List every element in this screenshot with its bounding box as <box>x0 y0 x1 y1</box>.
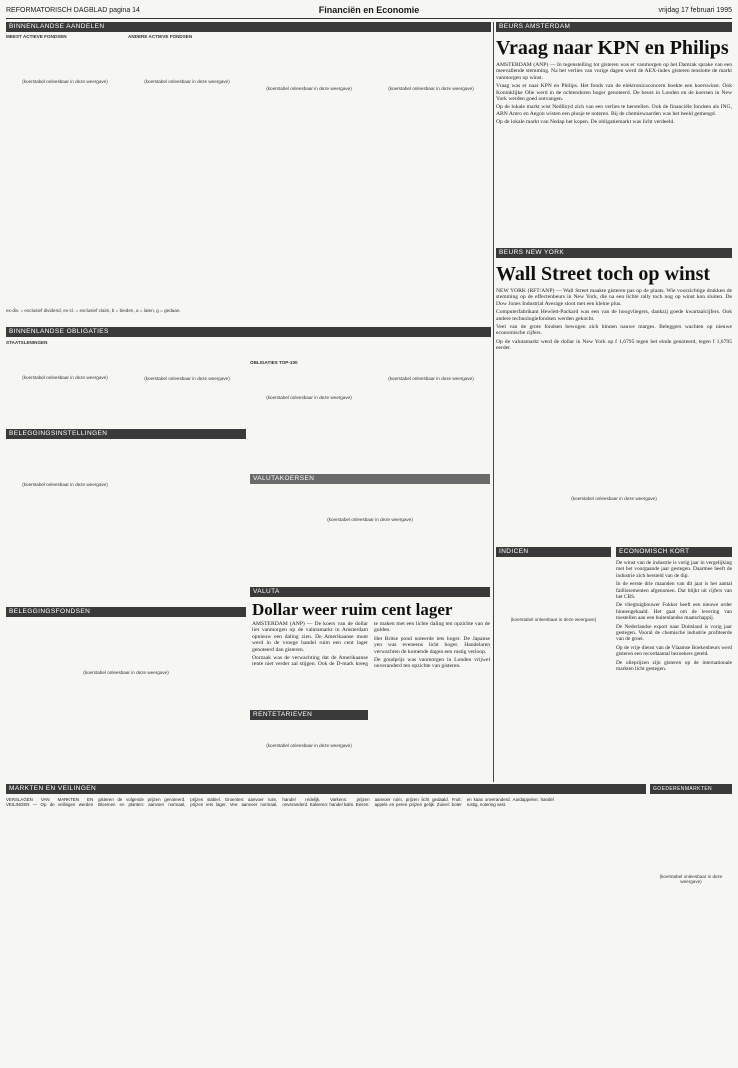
table-placeholder: (koerstabel onleesbaar in deze weergave) <box>266 86 352 91</box>
article-paragraph: AMSTERDAM (ANP) — De koers van de dollar liet vanmorgen op de valutamarkt in Amsterdam opnieuw een daling zien. De Amerikaanse munt werd in de vroege handel ruim een cent lager genoteerd dan gisteren. <box>252 621 368 653</box>
section-obligaties: BINNENLANDSE OBLIGATIES <box>6 327 491 337</box>
table-placeholder: (koerstabel onleesbaar in deze weergave) <box>144 376 230 381</box>
section-beurs-newyork: BEURS NEW YORK <box>496 248 732 258</box>
economisch-kort-body <box>616 560 732 673</box>
table-placeholder: (koerstabel onleesbaar in deze weergave) <box>22 482 108 487</box>
table-placeholder: (koerstabel onleesbaar in deze weergave) <box>22 375 108 381</box>
footnote: ex-div. = exclusief dividend, ex-cl. = exclusief claim, b = bieden, a = laten, g = gedaan. <box>6 308 181 313</box>
column-divider <box>493 22 494 782</box>
table-obligaties-d <box>372 340 490 510</box>
table-placeholder: (koerstabel onleesbaar in deze weergave) <box>144 79 230 85</box>
table-placeholder: (koerstabel onleesbaar in deze weergave) <box>22 79 108 85</box>
meest-actief-title: MEEST ACTIEVE FONDSEN <box>6 34 67 39</box>
table-placeholder: (koerstabel onleesbaar in deze weergave) <box>388 86 474 91</box>
article-paragraph: De vliegtuigbouwer Fokker heeft een nieuwe order binnengehaald. Het gaat om de levering van toestellen aan een buitenlandse maatschappij. <box>616 602 732 622</box>
article-ny-headline: Wall Street toch op winst <box>496 263 711 285</box>
table-placeholder: (koerstabel onleesbaar in deze weergave) <box>266 743 352 748</box>
article-paragraph: Op de lokale markt wist Nedlloyd zich van een verlies te herstellen. Ook de financiële fondsen als ING, ABN Amro en Aegon wisten een plusje te noteren. Bij de chemiewaarden was het beeld gemengd. <box>496 104 732 117</box>
table-placeholder: (koerstabel onleesbaar in deze weergave) <box>388 376 474 381</box>
article-dollar-body <box>252 621 490 670</box>
article-paragraph: Op de lokale markt van Nedap het kopen. De obligatiemarkt was licht verdeeld. <box>496 119 675 126</box>
article-paragraph: De goudprijs was vanmorgen in Londen vrijwel onveranderd ten opzichte van gisteren. <box>374 657 490 670</box>
section-indicen: INDICEN <box>496 547 611 557</box>
andere-actieve-title: ANDERE ACTIEVE FONDSEN <box>128 34 193 39</box>
masthead-date: vrijdag 17 februari 1995 <box>658 7 732 14</box>
article-paragraph: AMSTERDAM (ANP) — In tegenstelling tot gisteren was er vanmorgen op het Damrak sprake van een meevallende stemming. Na het verlies van vorige dagen werd de AEX-index gisteren tenslotte de markt vanmorgen op winst. <box>496 62 732 81</box>
table-rentetarieven <box>250 723 368 783</box>
article-paragraph: NEW YORK (RFT/ANP) — Wall Street maakte gisteren pas op de plaats. Wie voorzichtige drukken de stemming op de effectenbeurs in New York, die na een lichte rally toch nog op winst kon sluiten. De Dow Jones Industrial Average sloot met een kleine plus. <box>496 288 732 307</box>
right-area <box>496 22 732 782</box>
masthead-left: REFORMATORISCH DAGBLAD pagina 14 <box>6 7 140 14</box>
article-ny-body <box>496 288 732 438</box>
article-paragraph: Op de valutamarkt werd de dollar in New York op f 1,6795 tegen het einde genoteerd, tegen f 1,6795 eerder. <box>496 338 732 352</box>
section-markten: MARKTEN EN VEILINGEN <box>6 784 646 794</box>
table-valutakoersen <box>250 487 490 587</box>
table-placeholder: (koerstabel onleesbaar in deze weergave) <box>327 517 413 522</box>
table-andere-actieve <box>128 34 246 324</box>
section-valutakoersen: VALUTAKOERSEN <box>250 474 490 484</box>
article-paragraph: De winst van de industrie is vorig jaar in vergelijking met het voorgaande jaar gestegen. Daarmee heeft de industrie zich hersteld van de dip. <box>616 560 732 579</box>
obligaties-top-title: OBLIGATIES TOP-100 <box>250 360 298 365</box>
article-paragraph: Veel van de grote fondsen bewogen zich binnen nauwe marges. Beleggers wachten op nieuwe economische cijfers. <box>496 324 732 337</box>
section-economisch-kort: ECONOMISCH KORT <box>616 547 732 557</box>
table-obligaties-b <box>128 340 246 510</box>
table-placeholder: (koerstabel onleesbaar in deze weergave) <box>510 617 597 622</box>
article-paragraph: Op de vrije dienst van de Vlaamse Boekenbeurs werd gisteren een recordaantal bezoekers geteld. <box>616 644 732 658</box>
article-dollar <box>252 600 490 708</box>
section-valuta: VALUTA <box>250 587 490 597</box>
section-goederenmarkten: GOEDERENMARKTEN <box>650 784 732 794</box>
table-koersen-a <box>250 34 368 324</box>
table-koersen-b <box>372 34 490 324</box>
goederen-area <box>650 784 732 1062</box>
article-kpn-body <box>496 62 732 242</box>
section-beleggingsfondsen: BELEGGINGSFONDSEN <box>6 607 246 617</box>
article-paragraph: De Nederlandse export naar Duitsland is vorig jaar gestegen. Vooral de chemische industrie profiteerde van de groei. <box>616 623 732 643</box>
table-placeholder: (koerstabel onleesbaar in deze weergave) <box>659 874 723 885</box>
left-area <box>6 22 491 857</box>
article-dollar-headline: Dollar weer ruim cent lager <box>252 600 453 619</box>
markten-area <box>6 784 646 1062</box>
article-paragraph: Vraag was er naar KPN en Philips. Het fonds van de elektronicaconcern boekte een koerswinst. Ook Koninklijke Olie werd in de ochtenduren hoger genoteerd. De beurs in Londen en de koersen in New York werden goed ontvangen. <box>496 83 732 103</box>
section-aandelen: BINNENLANDSE AANDELEN <box>6 22 491 32</box>
section-rentetarieven: RENTETARIEVEN <box>250 710 368 720</box>
section-beleggingsinstellingen: BELEGGINGSINSTELLINGEN <box>6 429 246 439</box>
table-beleggingsinstellingen <box>6 442 124 622</box>
masthead-title: Financiën en Economie <box>318 5 420 15</box>
table-placeholder: (koerstabel onleesbaar in deze weergave) <box>83 670 169 675</box>
table-obligaties-top <box>250 340 368 510</box>
table-beleggingsfondsen <box>6 620 246 770</box>
article-paragraph: De olieprijzen zijn gisteren op de internationale markten licht gestegen. <box>616 659 732 673</box>
article-paragraph: Computerfabrikant Hewlett-Packard was een van de hoogvliegers, dankzij goede kwartaalcijfers. Ook andere technologiefondsen werden gekocht. <box>496 309 732 322</box>
table-placeholder: (koerstabel onleesbaar in deze weergave) <box>571 496 657 501</box>
article-kpn-headline: Vraag naar KPN en Philips <box>496 37 729 59</box>
table-aandelen-ny <box>496 472 732 542</box>
section-beurs-amsterdam: BEURS AMSTERDAM <box>496 22 732 32</box>
markten-body: VERSLAGEN VAN MARKTEN EN VEILINGEN — Op de veilingen werden gisteren de volgende prijzen genoteerd. Bloemen en planten: aanvoer normaal, prijzen stabiel. Groenten: aanvoer ruim, prijzen iets lager. Vee: aanvoer normaal, handel redelijk. Varkens: prijzen onveranderd. Kalveren: handel kalm. Eieren: aanvoer ruim, prijzen licht gedaald. Fruit: appels en peren prijzen gelijk. Zuivel: boter en kaas onveranderd. Aardappelen: handel rustig, notering vast. <box>6 797 554 808</box>
table-meest-actief <box>6 34 124 324</box>
article-paragraph: Oorzaak was de verwachting dat de Amerikaanse rente niet verder zal stijgen. Ook de D-mark kreeg te maken met een lichte daling ten opzichte van de gulden. <box>252 621 490 668</box>
economisch-kort <box>616 547 732 777</box>
article-paragraph: Het Britse pond noteerde iets hoger. De Japanse yen was eveneens licht hoger. Handelaren verwachten de komende dagen een rustig verloop. <box>374 635 490 655</box>
indicen-block <box>496 547 611 777</box>
table-placeholder: (koerstabel onleesbaar in deze weergave) <box>266 395 352 401</box>
staatsleningen-title: STAATSLENINGEN <box>6 340 48 345</box>
masthead <box>6 4 732 19</box>
article-paragraph: In de eerste drie maanden van dit jaar is het aantal faillissementen afgenomen. Dat blijkt uit cijfers van het CBS. <box>616 581 732 601</box>
